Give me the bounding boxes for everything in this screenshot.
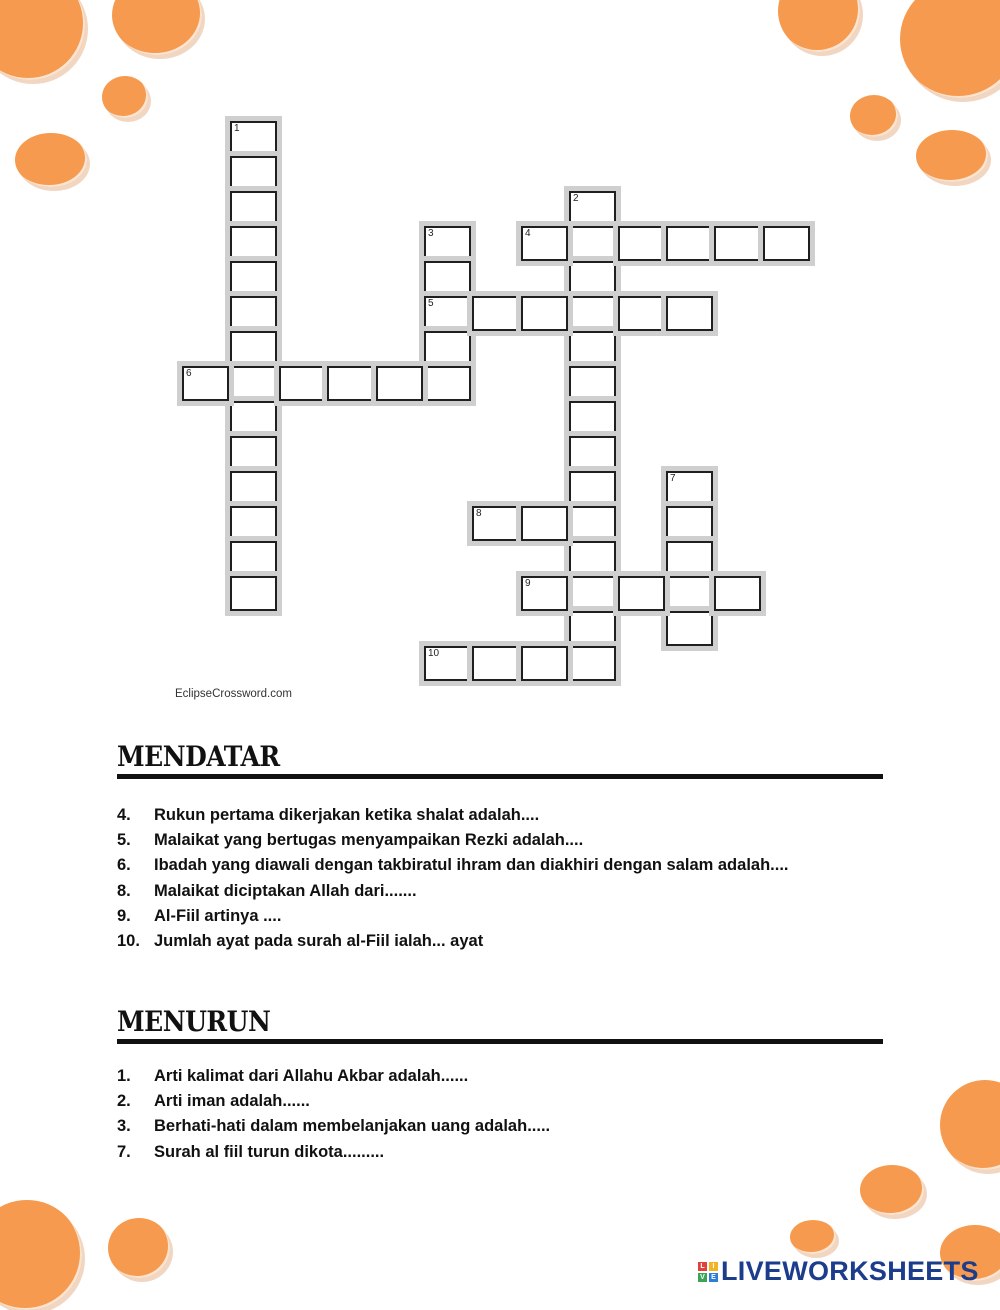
- crossword-cell[interactable]: [230, 121, 277, 156]
- crossword-cell-input[interactable]: [571, 508, 614, 539]
- crossword-cell[interactable]: [279, 366, 326, 401]
- crossword-cell-input[interactable]: [281, 368, 324, 399]
- crossword-cell[interactable]: [666, 471, 713, 506]
- crossword-cell-input[interactable]: [668, 578, 711, 609]
- crossword-cell[interactable]: [714, 226, 761, 261]
- crossword-cell-input[interactable]: [620, 578, 663, 609]
- clue-text: Ibadah yang diawali dengan takbiratul ihram dan diakhiri dengan salam adalah....: [154, 856, 789, 875]
- clue-number: 1.: [117, 1067, 131, 1085]
- crossword-cell[interactable]: [763, 226, 810, 261]
- crossword-cell-input[interactable]: [620, 298, 663, 329]
- crossword-cell-input[interactable]: [474, 648, 517, 679]
- crossword-cell-input[interactable]: [716, 578, 759, 609]
- crossword-cell[interactable]: [521, 226, 568, 261]
- crossword-cell[interactable]: [521, 506, 568, 541]
- crossword-cell-input[interactable]: [232, 228, 275, 259]
- decor-dot: [0, 0, 85, 80]
- clue-number: 7.: [117, 1142, 131, 1161]
- menurun-title: MENURUN: [117, 1005, 271, 1038]
- crossword-cell-input[interactable]: [571, 543, 614, 574]
- clue-number-label: 7: [670, 473, 676, 484]
- crossword-cell-input[interactable]: [571, 298, 614, 329]
- crossword-cell[interactable]: [376, 366, 423, 401]
- crossword-cell[interactable]: [230, 541, 277, 576]
- crossword-cell-input[interactable]: [232, 333, 275, 364]
- crossword-cell[interactable]: [569, 401, 616, 436]
- crossword-cell-input[interactable]: [571, 333, 614, 364]
- crossword-cell-input[interactable]: [232, 193, 275, 224]
- crossword-cell[interactable]: [569, 506, 616, 541]
- crossword-cell-input[interactable]: [571, 648, 614, 679]
- crossword-credit: EclipseCrossword.com: [175, 688, 292, 700]
- crossword-cell[interactable]: [569, 576, 616, 611]
- crossword-cell[interactable]: [424, 331, 471, 366]
- decor-dot: [778, 0, 860, 52]
- mendatar-rule: [117, 774, 883, 779]
- crossword-cell[interactable]: [618, 576, 665, 611]
- crossword-cell[interactable]: [327, 366, 374, 401]
- crossword-cell-input[interactable]: [474, 298, 517, 329]
- decor-dot: [102, 76, 148, 118]
- clue-text: Malaikat diciptakan Allah dari.......: [154, 881, 417, 900]
- clue-text: Berhati-hati dalam membelanjakan uang adalah.....: [154, 1117, 551, 1136]
- crossword-cell-input[interactable]: [571, 368, 614, 399]
- crossword-cell-input[interactable]: [668, 613, 711, 644]
- logo-letter: I: [709, 1262, 718, 1271]
- crossword-cell-input[interactable]: [571, 613, 614, 644]
- crossword-cell[interactable]: [569, 646, 616, 681]
- crossword-cell-input[interactable]: [668, 298, 711, 329]
- crossword-cell-input[interactable]: [426, 333, 469, 364]
- crossword-cell[interactable]: [666, 576, 713, 611]
- clue-number: 9.: [117, 906, 131, 925]
- liveworksheets-logo[interactable]: [698, 1256, 979, 1287]
- crossword-cell[interactable]: [230, 576, 277, 611]
- clue-number-label: 9: [525, 578, 531, 589]
- logo-letter: L: [698, 1262, 707, 1271]
- clue-text: Arti iman adalah......: [154, 1092, 310, 1111]
- crossword-cell[interactable]: [714, 576, 761, 611]
- crossword-cell[interactable]: [230, 436, 277, 471]
- crossword-cell[interactable]: [618, 296, 665, 331]
- crossword-cell-input[interactable]: [426, 368, 469, 399]
- crossword-cell-input[interactable]: [232, 438, 275, 469]
- crossword-cell-input[interactable]: [765, 228, 808, 259]
- clue-text: Arti kalimat dari Allahu Akbar adalah......: [154, 1067, 469, 1085]
- clue-item: [117, 904, 879, 929]
- crossword-cell[interactable]: [230, 331, 277, 366]
- crossword-cell[interactable]: [569, 471, 616, 506]
- crossword-cell[interactable]: [472, 506, 519, 541]
- crossword-cell[interactable]: [230, 226, 277, 261]
- logo-letter: V: [698, 1273, 707, 1282]
- crossword-cell-input[interactable]: [232, 158, 275, 189]
- menurun-rule: [117, 1039, 883, 1044]
- clue-item: [117, 1064, 879, 1089]
- crossword-cell-input[interactable]: [232, 578, 275, 609]
- crossword-cell[interactable]: [666, 541, 713, 576]
- decor-dot: [860, 1165, 924, 1215]
- crossword-cell[interactable]: [472, 296, 519, 331]
- crossword-cell[interactable]: [230, 401, 277, 436]
- clue-item: [117, 1140, 879, 1165]
- decor-dot: [112, 0, 202, 55]
- crossword-cell[interactable]: [666, 296, 713, 331]
- clue-number: 4.: [117, 806, 131, 824]
- clue-item: [117, 929, 879, 954]
- clue-text: Jumlah ayat pada surah al-Fiil ialah... ayat: [154, 932, 484, 951]
- clue-item: [117, 879, 879, 904]
- crossword-cell-input[interactable]: [571, 578, 614, 609]
- clue-text: Malaikat yang bertugas menyampaikan Rezki adalah....: [154, 831, 584, 850]
- crossword-cell[interactable]: [424, 261, 471, 296]
- crossword-cell[interactable]: [569, 541, 616, 576]
- clue-number-label: 3: [428, 228, 434, 239]
- clue-number: 8.: [117, 881, 131, 900]
- logo-text: LIVEWORKSHEETS: [721, 1256, 979, 1286]
- clue-item: [117, 803, 879, 828]
- crossword-cell-input[interactable]: [571, 403, 614, 434]
- crossword-cell-input[interactable]: [232, 298, 275, 329]
- crossword-cell-input[interactable]: [523, 508, 566, 539]
- crossword-cell[interactable]: [230, 156, 277, 191]
- clue-number: 3.: [117, 1117, 131, 1136]
- decor-dot: [0, 1200, 82, 1310]
- decor-dot: [15, 133, 87, 187]
- clue-number-label: 10: [428, 648, 440, 659]
- clue-number: 10.: [117, 932, 140, 951]
- crossword-cell-input[interactable]: [571, 228, 614, 259]
- crossword-cell-input[interactable]: [668, 543, 711, 574]
- crossword-cell-input[interactable]: [329, 368, 372, 399]
- crossword-cell[interactable]: [618, 226, 665, 261]
- crossword-cell-input[interactable]: [668, 228, 711, 259]
- menurun-clue-list: [117, 1064, 879, 1165]
- decor-dot: [790, 1220, 836, 1254]
- decor-dot: [108, 1218, 170, 1278]
- crossword-cell[interactable]: [569, 261, 616, 296]
- logo-mark-icon: [698, 1262, 718, 1282]
- crossword-cell-input[interactable]: [571, 473, 614, 504]
- crossword-cell-input[interactable]: [232, 403, 275, 434]
- crossword-cell-input[interactable]: [378, 368, 421, 399]
- clue-number: 6.: [117, 856, 131, 875]
- clue-number-label: 6: [186, 368, 192, 379]
- crossword-cell-input[interactable]: [232, 473, 275, 504]
- crossword-cell[interactable]: [666, 226, 713, 261]
- crossword-cell[interactable]: [521, 646, 568, 681]
- crossword-cell-input[interactable]: [716, 228, 759, 259]
- clue-number-label: 4: [525, 228, 531, 239]
- crossword-cell[interactable]: [182, 366, 229, 401]
- crossword-cell[interactable]: [569, 366, 616, 401]
- logo-letter: E: [709, 1273, 718, 1282]
- crossword-cell-input[interactable]: [232, 508, 275, 539]
- crossword-cell[interactable]: [569, 436, 616, 471]
- crossword-cell[interactable]: [424, 646, 471, 681]
- crossword-cell-input[interactable]: [232, 263, 275, 294]
- clue-number-label: 2: [573, 193, 579, 204]
- crossword-cell[interactable]: [230, 366, 277, 401]
- crossword-cell[interactable]: [424, 366, 471, 401]
- crossword-cell[interactable]: [424, 226, 471, 261]
- crossword-cell-input[interactable]: [668, 508, 711, 539]
- decor-dot: [850, 95, 898, 137]
- crossword-cell[interactable]: [230, 506, 277, 541]
- clue-item: [117, 853, 879, 878]
- crossword-cell[interactable]: [521, 576, 568, 611]
- clue-number: 5.: [117, 831, 131, 850]
- crossword-cell[interactable]: [230, 261, 277, 296]
- crossword-cell-input[interactable]: [571, 438, 614, 469]
- clue-number-label: 8: [476, 508, 482, 519]
- crossword-cell[interactable]: [666, 506, 713, 541]
- decor-dot: [900, 0, 1000, 98]
- crossword-cell[interactable]: [521, 296, 568, 331]
- crossword-cell[interactable]: [230, 471, 277, 506]
- decor-dot: [940, 1080, 1000, 1170]
- crossword-cell[interactable]: [569, 191, 616, 226]
- clue-item: [117, 1114, 879, 1139]
- crossword-cell[interactable]: [230, 191, 277, 226]
- decor-dot: [916, 130, 988, 182]
- clue-text: Rukun pertama dikerjakan ketika shalat adalah....: [154, 806, 540, 824]
- crossword-cell[interactable]: [569, 331, 616, 366]
- crossword-cell[interactable]: [424, 296, 471, 331]
- clue-number-label: 1: [234, 123, 240, 134]
- crossword-cell[interactable]: [230, 296, 277, 331]
- crossword-cell[interactable]: [569, 296, 616, 331]
- crossword-cell-input[interactable]: [426, 263, 469, 294]
- clue-number-label: 5: [428, 298, 434, 309]
- crossword-cell-input[interactable]: [523, 648, 566, 679]
- clue-text: Al-Fiil artinya ....: [154, 906, 282, 925]
- crossword-cell[interactable]: [472, 646, 519, 681]
- crossword-cell-input[interactable]: [232, 543, 275, 574]
- crossword-cell-input[interactable]: [232, 368, 275, 399]
- mendatar-title: MENDATAR: [117, 740, 280, 773]
- mendatar-clue-list: [117, 803, 879, 954]
- crossword-cell-input[interactable]: [571, 263, 614, 294]
- crossword-cell-input[interactable]: [620, 228, 663, 259]
- crossword-cell[interactable]: [569, 611, 616, 646]
- clue-item: [117, 828, 879, 853]
- clue-item: [117, 1089, 879, 1114]
- crossword-cell[interactable]: [569, 226, 616, 261]
- crossword-cell-input[interactable]: [523, 298, 566, 329]
- crossword-cell[interactable]: [666, 611, 713, 646]
- clue-text: Surah al fiil turun dikota.........: [154, 1142, 385, 1161]
- clue-number: 2.: [117, 1092, 131, 1111]
